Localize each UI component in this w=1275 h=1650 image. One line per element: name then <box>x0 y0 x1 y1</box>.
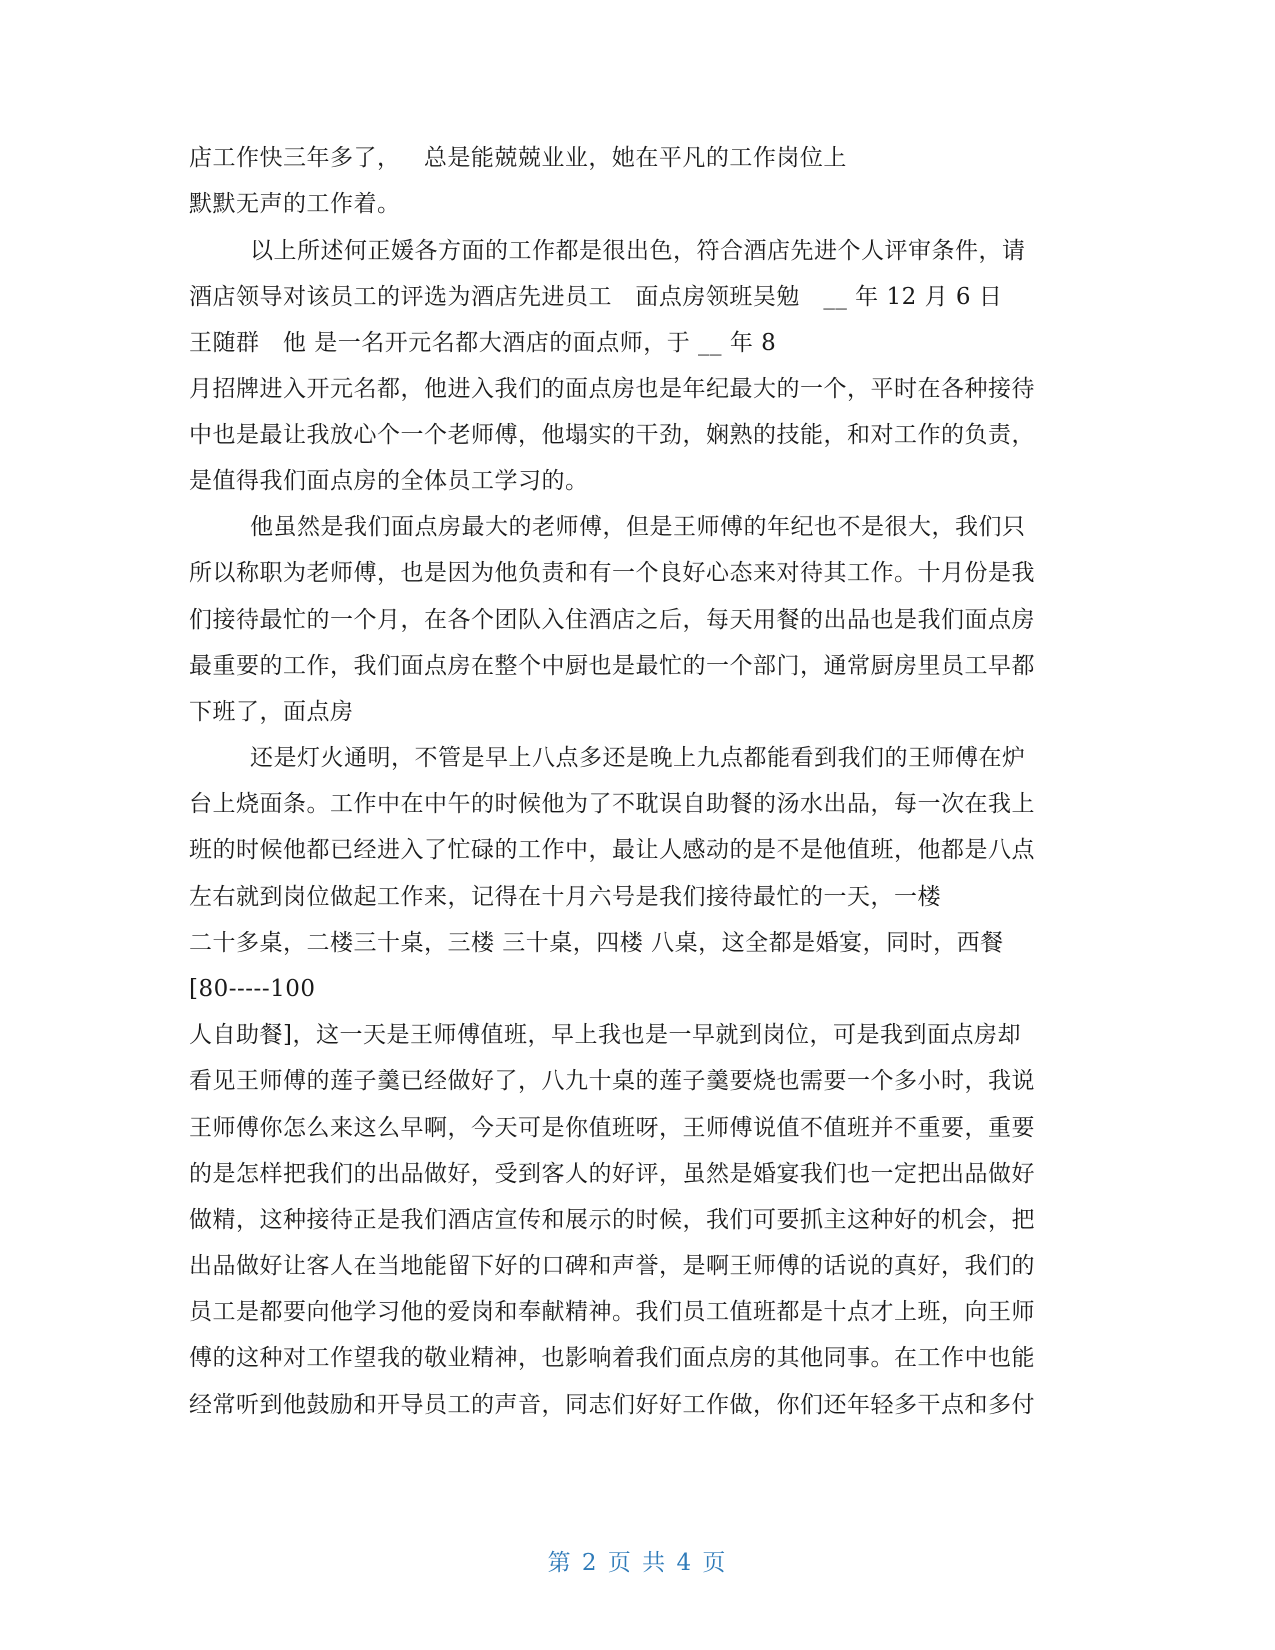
text-line: 的是怎样把我们的出品做好，受到客人的好评，虽然是婚宴我们也一定把出品做好 <box>189 1161 1035 1187</box>
text-line: 们接待最忙的一个月，在各个团队入住酒店之后，每天用餐的出品也是我们面点房 <box>189 607 1035 633</box>
text-line: 王随群 他 是一名开元名都大酒店的面点师，于 __ 年 8 <box>189 330 777 356</box>
text-line: 王师傅你怎么来这么早啊，今天可是你值班呀，王师傅说值不值班并不重要，重要 <box>189 1115 1035 1141</box>
text-line: 下班了，面点房 <box>189 699 354 725</box>
text-line: 员工是都要向他学习他的爱岗和奉献精神。我们员工值班都是十点才上班，向王师 <box>189 1299 1035 1325</box>
text-line: 做精，这种接待正是我们酒店宣传和展示的时候，我们可要抓主这种好的机会，把 <box>189 1207 1035 1233</box>
text-line: 最重要的工作，我们面点房在整个中厨也是最忙的一个部门，通常厨房里员工早都 <box>189 653 1035 679</box>
text-line: 还是灯火通明，不管是早上八点多还是晚上九点都能看到我们的王师傅在炉 <box>250 745 1026 771</box>
text-line: 酒店领导对该员工的评选为酒店先进员工 面点房领班吴勉 __ 年 12 月 6 日 <box>189 284 1003 310</box>
page-number-footer: 第 2 页 共 4 页 <box>547 1550 728 1576</box>
text-line: 所以称职为老师傅，也是因为他负责和有一个良好心态来对待其工作。十月份是我 <box>189 560 1035 586</box>
text-line: 台上烧面条。工作中在中午的时候他为了不耽误自助餐的汤水出品，每一次在我上 <box>189 791 1035 817</box>
text-line: 看见王师傅的莲子羹已经做好了，八九十桌的莲子羹要烧也需要一个多小时，我说 <box>189 1068 1035 1094</box>
text-line: 是值得我们面点房的全体员工学习的。 <box>189 468 589 494</box>
text-line: 人自助餐]，这一天是王师傅值班，早上我也是一早就到岗位，可是我到面点房却 <box>189 1022 1021 1048</box>
text-line: 左右就到岗位做起工作来，记得在十月六号是我们接待最忙的一天，一楼 <box>189 884 941 910</box>
text-line: 月招牌进入开元名都，他进入我们的面点房也是年纪最大的一个，平时在各种接待 <box>189 376 1035 402</box>
text-line: 班的时候他都已经进入了忙碌的工作中，最让人感动的是不是他值班，他都是八点 <box>189 837 1035 863</box>
text-line: 店工作快三年多了， 总是能兢兢业业，她在平凡的工作岗位上 <box>189 145 847 171</box>
text-line: 二十多桌，二楼三十桌，三楼 三十桌，四楼 八桌，这全都是婚宴，同时，西餐 <box>189 930 1004 956</box>
text-line: 出品做好让客人在当地能留下好的口碑和声誉，是啊王师傅的话说的真好，我们的 <box>189 1253 1035 1279</box>
text-line: 以上所述何正媛各方面的工作都是很出色，符合酒店先进个人评审条件，请 <box>250 238 1026 264</box>
text-line: 他虽然是我们面点房最大的老师傅，但是王师傅的年纪也不是很大，我们只 <box>250 514 1026 540</box>
text-line: 傅的这种对工作望我的敬业精神，也影响着我们面点房的其他同事。在工作中也能 <box>189 1345 1035 1371</box>
text-line: 默默无声的工作着。 <box>189 191 401 217</box>
text-line: [80-----100 <box>189 976 316 1002</box>
text-line: 中也是最让我放心个一个老师傅，他塌实的干劲，娴熟的技能，和对工作的负责， <box>189 422 1035 448</box>
text-line: 经常听到他鼓励和开导员工的声音，同志们好好工作做，你们还年轻多干点和多付 <box>189 1392 1035 1418</box>
